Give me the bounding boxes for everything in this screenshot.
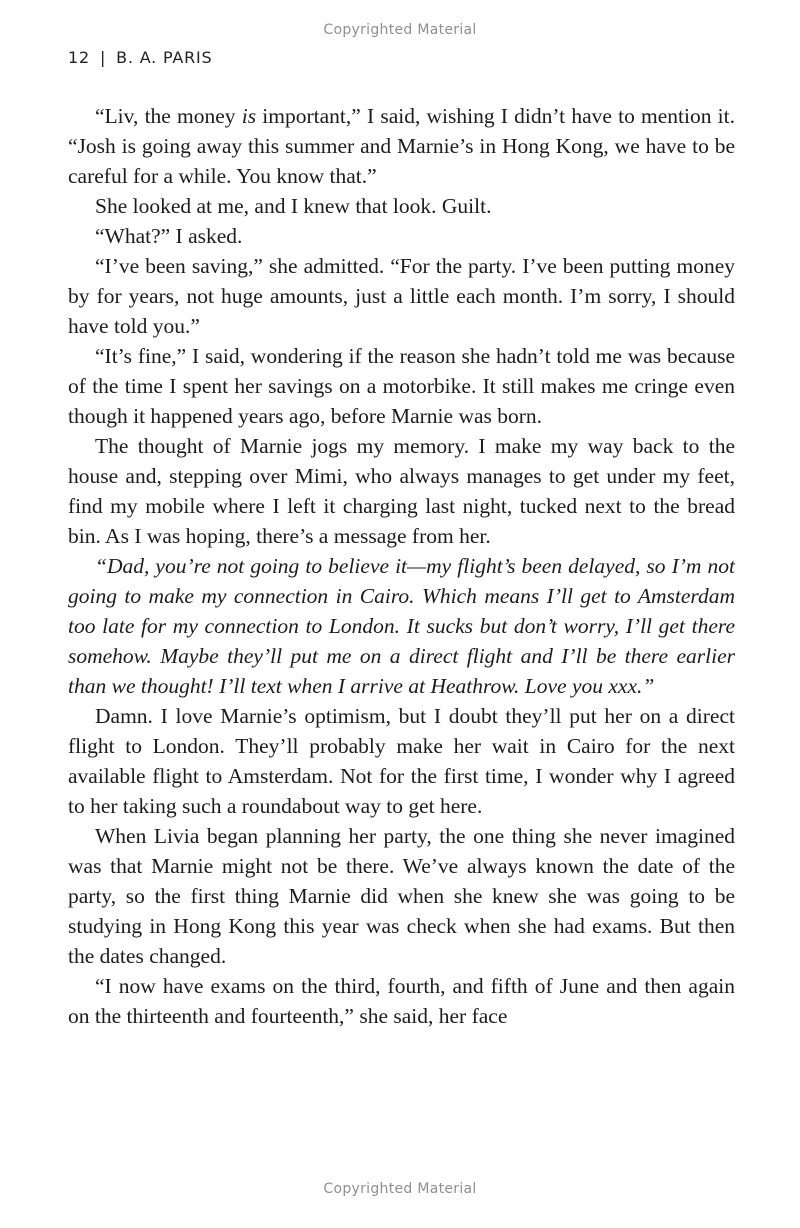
text-segment: She looked at me, and I knew that look. Guilt.: [95, 194, 492, 218]
text-segment: “What?” I asked.: [95, 224, 243, 248]
body-text: [68, 101, 735, 1031]
paragraph: [68, 191, 735, 221]
paragraph: [68, 101, 735, 191]
text-segment: “It’s fine,” I said, wondering if the reason she hadn’t told me was because of the time I spent her savings on a motorbike. It still makes me cringe even though it happened years ago, before Marnie was born.: [68, 344, 735, 428]
paragraph: [68, 341, 735, 431]
running-header: [68, 48, 213, 67]
copyright-notice-bottom: Copyrighted Material: [323, 1181, 477, 1197]
text-segment: important,” I said, wishing I didn’t have to mention it. “Josh is going away this summer and Marnie’s in Hong Kong, we have to be careful for a while. You know that.”: [68, 104, 735, 188]
paragraph: [68, 821, 735, 971]
emphasized-text: is: [241, 104, 257, 128]
text-segment: Damn. I love Marnie’s optimism, but I doubt they’ll put her on a direct flight to London. They’ll probably make her wait in Cairo for the next available flight to Amsterdam. Not for the first time, I wonder why I agreed to her taking such a roundabout way to get here.: [68, 704, 735, 818]
page-number: 12: [68, 48, 90, 67]
text-segment: “Dad, you’re not going to believe it—my flight’s been delayed, so I’m not going to make my connection in Cairo. Which means I’ll get to Amsterdam too late for my connection to London. It sucks but don’t worry, I’ll get there somehow. Maybe they’ll put me on a direct flight and I’ll be there earlier than we thought! I’ll text when I arrive at Heathrow. Love you xxx.”: [68, 554, 735, 698]
text-segment: “I now have exams on the third, fourth, and fifth of June and then again on the thirteenth and fourteenth,” she said, her face: [68, 974, 735, 1028]
header-separator: |: [99, 48, 107, 67]
text-segment: “I’ve been saving,” she admitted. “For the party. I’ve been putting money by for years, not huge amounts, just a little each month. I’m sorry, I should have told you.”: [68, 254, 735, 338]
message-paragraph: [68, 551, 735, 701]
paragraph: [68, 701, 735, 821]
paragraph: [68, 221, 735, 251]
copyright-notice-top: Copyrighted Material: [323, 22, 477, 38]
paragraph: [68, 971, 735, 1031]
text-segment: The thought of Marnie jogs my memory. I make my way back to the house and, stepping over Mimi, who always manages to get under my feet, find my mobile where I left it charging last night, tucked next to the bread bin. As I was hoping, there’s a message from her.: [68, 434, 735, 548]
text-segment: “Liv, the money: [95, 104, 242, 128]
paragraph: [68, 251, 735, 341]
author-name: B. A. PARIS: [116, 48, 213, 67]
text-segment: When Livia began planning her party, the one thing she never imagined was that Marnie might not be there. We’ve always known the date of the party, so the first thing Marnie did when she knew she was going to be studying in Hong Kong this year was check when she had exams. But then the dates changed.: [68, 824, 735, 968]
paragraph: [68, 431, 735, 551]
